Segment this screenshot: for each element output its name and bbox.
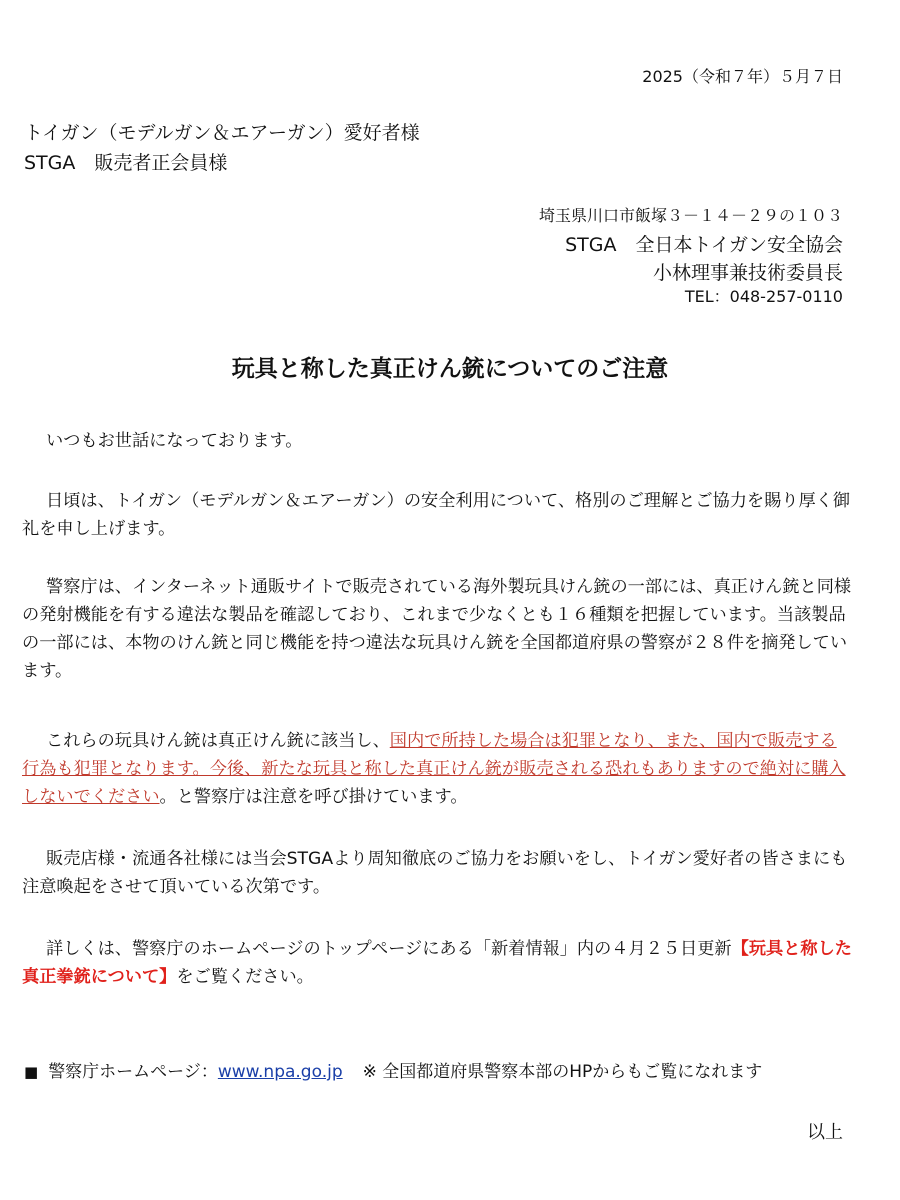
npa-homepage-link[interactable]: www.npa.go.jp [217, 1062, 343, 1082]
paragraph-details [22, 935, 852, 991]
thanks-text: 日頃は、トイガン（モデルガン＆エアーガン）の安全利用について、格別のご理解とご協力を賜り厚く御礼を申し上げます。 [22, 491, 851, 539]
paragraph-request [22, 845, 852, 901]
footer-label: 警察庁ホームページ： [48, 1062, 218, 1082]
details-outro-text: をご覧ください。 [176, 967, 314, 987]
paragraph-thanks [22, 487, 852, 543]
details-intro-text: 詳しくは、警察庁のホームページのトップページにある「新着情報」内の４月２５日更新 [46, 939, 732, 959]
paragraph-warning [22, 727, 852, 811]
recipient-line-2: STGA 販売者正会員様 [24, 152, 228, 174]
sender-tel: TEL：048-257-0110 [684, 287, 843, 306]
warning-outro-text: 。と警察庁は注意を呼び掛けています。 [159, 787, 468, 807]
police-findings-text: 警察庁は、インターネット通販サイトで販売されている海外製玩具けん銃の一部には、真正けん銃と同様の発射機能を有する違法な製品を確認しており、これまで少なくとも１６種類を把握しています。当該製品の一部には、本物のけん銃と同じ機能を持つ違法な玩具けん銃を全国都道府県の警察が２８件を摘発しています。 [22, 577, 852, 681]
warning-intro-text: これらの玩具けん銃は真正けん銃に該当し、 [46, 731, 390, 751]
closing-mark: 以上 [807, 1122, 843, 1143]
request-text: 販売店様・流通各社様には当会STGAより周知徹底のご協力をお願いをし、トイガン愛好者の皆さまにも注意喚起をさせて頂いている次第です。 [22, 849, 848, 897]
paragraph-police-findings [22, 573, 852, 685]
greeting-text: いつもお世話になっております。 [46, 431, 303, 451]
document-title: 玩具と称した真正けん銃についてのご注意 [231, 356, 669, 382]
footer-reference [24, 1057, 762, 1082]
details-highlight-text: 【玩具と称した真正拳銃について】 [22, 939, 852, 987]
document-date: 2025（令和７年）５月７日 [642, 67, 843, 86]
warning-highlight-text: 国内で所持した場合は犯罪となり、また、国内で販売する行為も犯罪となります。今後、新たな玩具と称した真正けん銃が販売される恐れもありますので絶対に購入しないでください [22, 731, 846, 807]
sender-person: 小林理事兼技術委員長 [652, 262, 843, 284]
square-bullet-icon: ■ [24, 1063, 39, 1081]
footer-note: ※ 全国都道府県警察本部のHPからもご覧になれます [362, 1062, 763, 1082]
sender-organization: STGA 全日本トイガン安全協会 [565, 234, 843, 256]
paragraph-greeting [22, 427, 852, 455]
sender-address: 埼玉県川口市飯塚３－１４－２９の１０３ [538, 206, 843, 225]
recipient-line-1: トイガン（モデルガン＆エアーガン）愛好者様 [24, 122, 420, 144]
